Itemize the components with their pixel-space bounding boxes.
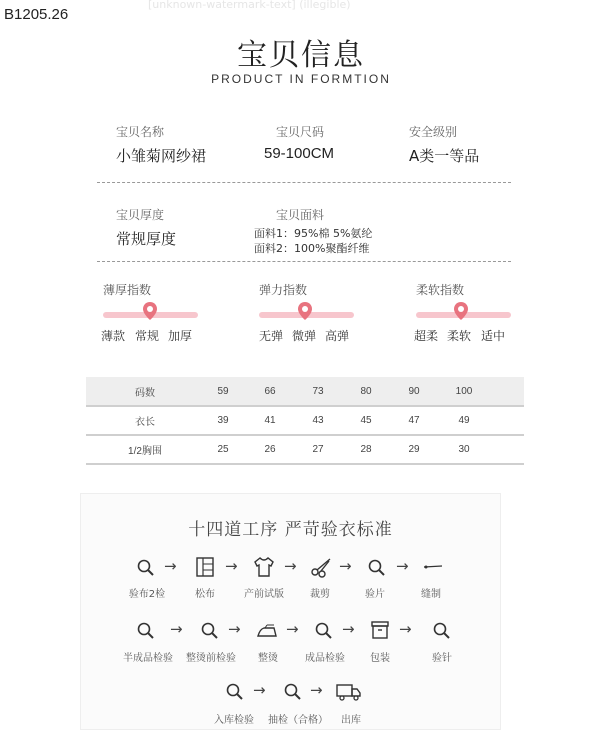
name-value: 小雏菊网纱裙 [116, 147, 207, 165]
index-option: 无弹 [259, 329, 284, 343]
name-label: 宝贝名称 [116, 125, 165, 139]
arrow-icon: → [339, 557, 352, 575]
step-label: 整烫 [258, 653, 278, 664]
index-option: 高弹 [325, 329, 350, 343]
table-cell: 25 [204, 435, 242, 464]
table-cell: 45 [338, 406, 394, 435]
table-cell: 100 [434, 377, 494, 406]
index-title: 柔软指数 [416, 283, 465, 297]
shirt-icon [253, 556, 275, 578]
divider [97, 261, 511, 262]
safety-label: 安全级别 [409, 125, 458, 139]
table-row [86, 377, 524, 406]
index-option-selected: 微弹 [292, 329, 317, 343]
magnifier-icon [199, 620, 221, 642]
step-label: 抽检（合格） [268, 715, 328, 726]
process-title: 十四道工序 严苛验衣标准 [188, 520, 393, 540]
table-row [86, 406, 524, 435]
magnifier-icon [282, 681, 304, 703]
step-label: 验针 [432, 653, 452, 664]
truck-icon [336, 682, 362, 702]
step-label: 裁剪 [310, 589, 330, 600]
size-value: 59-100CM [264, 145, 335, 162]
product-code: B1205.26 [4, 6, 69, 23]
page-title: 宝贝信息 [237, 38, 365, 73]
arrow-icon: → [399, 620, 412, 638]
step-label: 验片 [365, 589, 385, 600]
step-label: 成品检验 [305, 653, 345, 664]
softness-index [414, 281, 511, 343]
step-label: 整烫前检验 [186, 653, 236, 664]
arrow-icon: → [253, 681, 266, 699]
table-cell: 73 [298, 377, 338, 406]
magnifier-icon [313, 620, 335, 642]
arrow-icon: → [225, 557, 238, 575]
index-option: 超柔 [414, 329, 439, 343]
table-cell: 28 [338, 435, 394, 464]
arrow-icon: → [396, 557, 409, 575]
magnifier-icon [135, 557, 157, 579]
index-option-selected: 常规 [135, 329, 160, 343]
magnifier-icon [135, 620, 157, 642]
size-label: 宝贝尺码 [276, 125, 325, 139]
location-pin-icon [143, 302, 157, 320]
table-cell: 47 [394, 406, 434, 435]
table-cell: 1/2胸围 [86, 435, 204, 464]
step-label: 出库 [341, 715, 361, 726]
table-cell: 30 [434, 435, 494, 464]
table-cell: 39 [204, 406, 242, 435]
arrow-icon: → [228, 620, 241, 638]
fabric-label: 宝贝面料 [276, 208, 325, 222]
box-icon [369, 619, 391, 641]
table-cell: 80 [338, 377, 394, 406]
table-cell: 59 [204, 377, 242, 406]
index-option: 薄款 [101, 329, 126, 343]
iron-icon [256, 620, 278, 642]
thickness-index [101, 281, 198, 343]
step-label: 验布2检 [128, 589, 166, 600]
arrow-icon: → [170, 620, 183, 638]
table-cell: 66 [242, 377, 298, 406]
arrow-icon: → [342, 620, 355, 638]
thickness-label: 宝贝厚度 [116, 208, 165, 222]
watermark: [unknown-watermark-text] (illegible) [148, 0, 351, 11]
table-cell: 29 [394, 435, 434, 464]
step-label: 入库检验 [214, 715, 254, 726]
fabric-line-2: 面料2：100%聚酯纤维 [254, 242, 370, 255]
magnifier-icon [366, 557, 388, 579]
location-pin-icon [298, 302, 312, 320]
step-label: 松布 [195, 589, 215, 600]
table-cell: 43 [298, 406, 338, 435]
fabric-roll-icon [194, 556, 216, 578]
step-label: 产前试版 [244, 589, 284, 600]
step-label: 半成品检验 [123, 653, 173, 664]
index-option: 适中 [481, 329, 506, 343]
step-label: 缝制 [421, 589, 441, 600]
table-cell: 27 [298, 435, 338, 464]
size-table [86, 377, 524, 465]
page-subtitle: PRODUCT IN FORMTION [211, 72, 391, 86]
index-title: 弹力指数 [259, 283, 308, 297]
safety-value: A类一等品 [409, 147, 480, 165]
arrow-icon: → [286, 620, 299, 638]
arrow-icon: → [164, 557, 177, 575]
table-cell: 衣长 [86, 406, 204, 435]
thickness-value: 常规厚度 [116, 230, 177, 248]
table-cell: 41 [242, 406, 298, 435]
location-pin-icon [454, 302, 468, 320]
magnifier-icon [224, 681, 246, 703]
table-cell: 码数 [86, 377, 204, 406]
step-label: 包装 [370, 653, 390, 664]
table-row [86, 435, 524, 464]
index-option: 加厚 [168, 329, 193, 343]
scissors-icon [310, 556, 332, 578]
needle-icon [422, 556, 444, 578]
index-title: 薄厚指数 [103, 283, 152, 297]
elasticity-index [259, 281, 354, 343]
table-cell: 90 [394, 377, 434, 406]
table-cell: 26 [242, 435, 298, 464]
divider [97, 182, 511, 183]
index-option-selected: 柔软 [447, 329, 472, 343]
arrow-icon: → [284, 557, 297, 575]
magnifier-icon [431, 620, 453, 642]
arrow-icon: → [310, 681, 323, 699]
fabric-line-1: 面料1：95%棉 5%氨纶 [254, 227, 373, 240]
table-cell: 49 [434, 406, 494, 435]
